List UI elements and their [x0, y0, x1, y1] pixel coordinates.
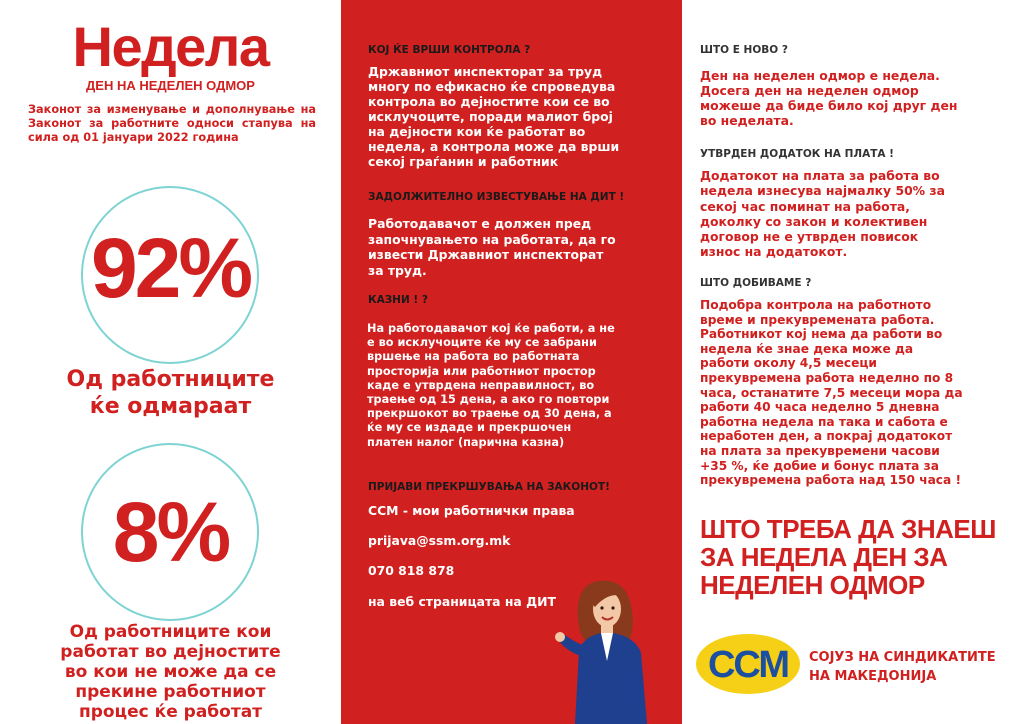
section-text-benefits: [700, 298, 1010, 488]
organization-name: [809, 648, 996, 686]
caption-line: прекине работниот: [75, 682, 266, 702]
stat-92-caption: [0, 366, 341, 420]
text-line: на плата за прекувремени часови: [700, 443, 940, 458]
section-text-penalties: [367, 322, 673, 450]
section-heading-benefits: ШТО ДОБИВАМЕ ?: [700, 277, 812, 289]
text-line: Досега ден на неделен одмор: [700, 83, 919, 98]
page-subtitle: ДЕН НА НЕДЕЛЕН ОДМОР: [86, 78, 255, 93]
text-line: контрола во дејностите кои се во: [368, 94, 610, 109]
section-text-whats-new: [700, 68, 1010, 128]
text-line: време и прекувремената работа.: [700, 312, 935, 327]
text-line: секој граѓанин и работник: [368, 154, 559, 169]
caption-line: Од работниците кои: [69, 622, 272, 642]
text-line: Работодавачот е должен пред: [368, 216, 592, 231]
section-heading-report: ПРИЈАВИ ПРЕКРШУВАЊА НА ЗАКОНОТ!: [368, 481, 610, 493]
woman-pointing-illustration: [555, 575, 665, 724]
text-line: извести Државниот инспекторат: [368, 247, 604, 262]
stat-8-caption: [0, 622, 341, 722]
left-panel: [0, 0, 341, 724]
text-line: +35 %, ќе добие и бонус плата за: [700, 458, 939, 473]
text-line: секој час поминат на работа,: [700, 198, 910, 214]
report-email-link[interactable]: prijava@ssm.org.mk: [368, 533, 511, 548]
text-line: во неделата.: [700, 113, 794, 128]
text-line: Државниот инспекторат за труд: [368, 64, 603, 79]
text-line: прекршокот во траење од 30 дена, а: [367, 407, 612, 421]
caption-line: работат во дејностите: [60, 642, 281, 662]
text-line: каде е утврдена неправилност, во: [367, 378, 595, 392]
text-line: за труд.: [368, 262, 427, 278]
text-line: вршење на работа во работната: [367, 350, 580, 364]
stat-92-value: 92%: [90, 221, 251, 315]
text-line: недела ќе знае дека може да: [700, 341, 914, 356]
text-line: платен налог (парична казна): [367, 435, 565, 449]
cta-line: ЗА НЕДЕЛА ДЕН ЗА: [700, 542, 948, 572]
page-title: Недела: [72, 15, 269, 78]
text-line: Подобра контрола на работното: [700, 298, 932, 312]
text-line: неработен ден, а покрај додатокот: [700, 429, 953, 444]
report-channel-ssm: ССМ - мои работнички права: [368, 503, 575, 518]
text-line: просторија или работниот простор: [367, 364, 596, 378]
text-line: на дејности кои ќе работат во: [368, 124, 586, 139]
text-line: многу по ефикасно ќе спроведува: [368, 79, 616, 94]
text-line: можеше да биде било кој друг ден: [700, 98, 958, 113]
text-line: прекувремена работа неделно по 8: [700, 370, 954, 385]
section-heading-pay-supplement: УТВРДЕН ДОДАТОК НА ПЛАТА !: [700, 148, 894, 160]
org-line: СОЈУЗ НА СИНДИКАТИТЕ: [809, 650, 996, 665]
text-line: недела, а контрола може да врши: [368, 139, 620, 154]
cta-line: ШТО ТРЕБА ДА ЗНАЕШ: [700, 514, 996, 544]
text-line: недела изнесува најмалку 50% за: [700, 183, 945, 199]
section-heading-control: КОЈ ЌЕ ВРШИ КОНТРОЛА ?: [368, 44, 531, 56]
text-line: траење од 15 дена, а ако го повтори: [367, 393, 610, 407]
call-to-action-heading: [700, 515, 1020, 599]
section-text-pay-supplement: [700, 168, 1010, 260]
section-heading-notification: ЗАДОЛЖИТЕЛНО ИЗВЕСТУВАЊЕ НА ДИТ !: [368, 191, 625, 203]
text-line: износ на додатокот.: [700, 244, 848, 260]
text-line: доколку со закон и колективен: [700, 213, 928, 229]
section-text-control: [368, 64, 668, 169]
text-line: Ден на неделен одмор е недела.: [700, 68, 940, 83]
law-notice: Законот за изменување и дополнување на Законот за работните односи стапува на сила од 01 јануари 2022 година: [28, 103, 316, 144]
text-line: Додатокот на плата за работа во: [700, 168, 940, 183]
cta-line: НЕДЕЛЕН ОДМОР: [700, 570, 925, 600]
org-line: НА МАКЕДОНИЈА: [809, 669, 937, 684]
caption-line: Од работниците: [66, 367, 275, 392]
section-heading-penalties: КАЗНИ ! ?: [368, 294, 428, 306]
caption-line: ќе одмараат: [89, 394, 252, 419]
text-line: работна недела па така и сабота е: [700, 414, 948, 429]
caption-line: процес ќе работат: [78, 702, 263, 722]
text-line: часа, останатите 7,5 месеци мора да: [700, 385, 963, 400]
section-text-notification: [368, 216, 658, 278]
right-panel: [682, 0, 1024, 724]
text-line: работи околу 4,5 месеци: [700, 356, 877, 371]
text-line: започнувањето на работата, да го: [368, 231, 616, 247]
text-line: прекувремена работа над 150 часа !: [700, 473, 962, 488]
logo-text: ССМ: [707, 644, 789, 686]
middle-panel: [341, 0, 682, 724]
section-heading-whats-new: ШТО Е НОВО ?: [700, 44, 788, 56]
text-line: ќе му се издаде и прекршочен: [367, 421, 572, 435]
text-line: исклучоците, поради малиот број: [368, 109, 613, 124]
text-line: работи 40 часа неделно 5 дневна: [700, 400, 940, 415]
text-line: Работникот кој нема да работи во: [700, 327, 943, 342]
ssm-logo: [694, 632, 802, 696]
report-website: на веб страницата на ДИТ: [368, 594, 556, 609]
report-phone[interactable]: 070 818 878: [368, 563, 455, 578]
caption-line: во кои не може да се: [64, 662, 277, 682]
stat-8-value: 8%: [112, 485, 229, 579]
text-line: е во исклучоците ќе му се забрани: [367, 336, 597, 350]
text-line: На работодавачот кој ќе работи, а не: [367, 322, 615, 335]
text-line: договор не е утврден повисок: [700, 229, 919, 245]
